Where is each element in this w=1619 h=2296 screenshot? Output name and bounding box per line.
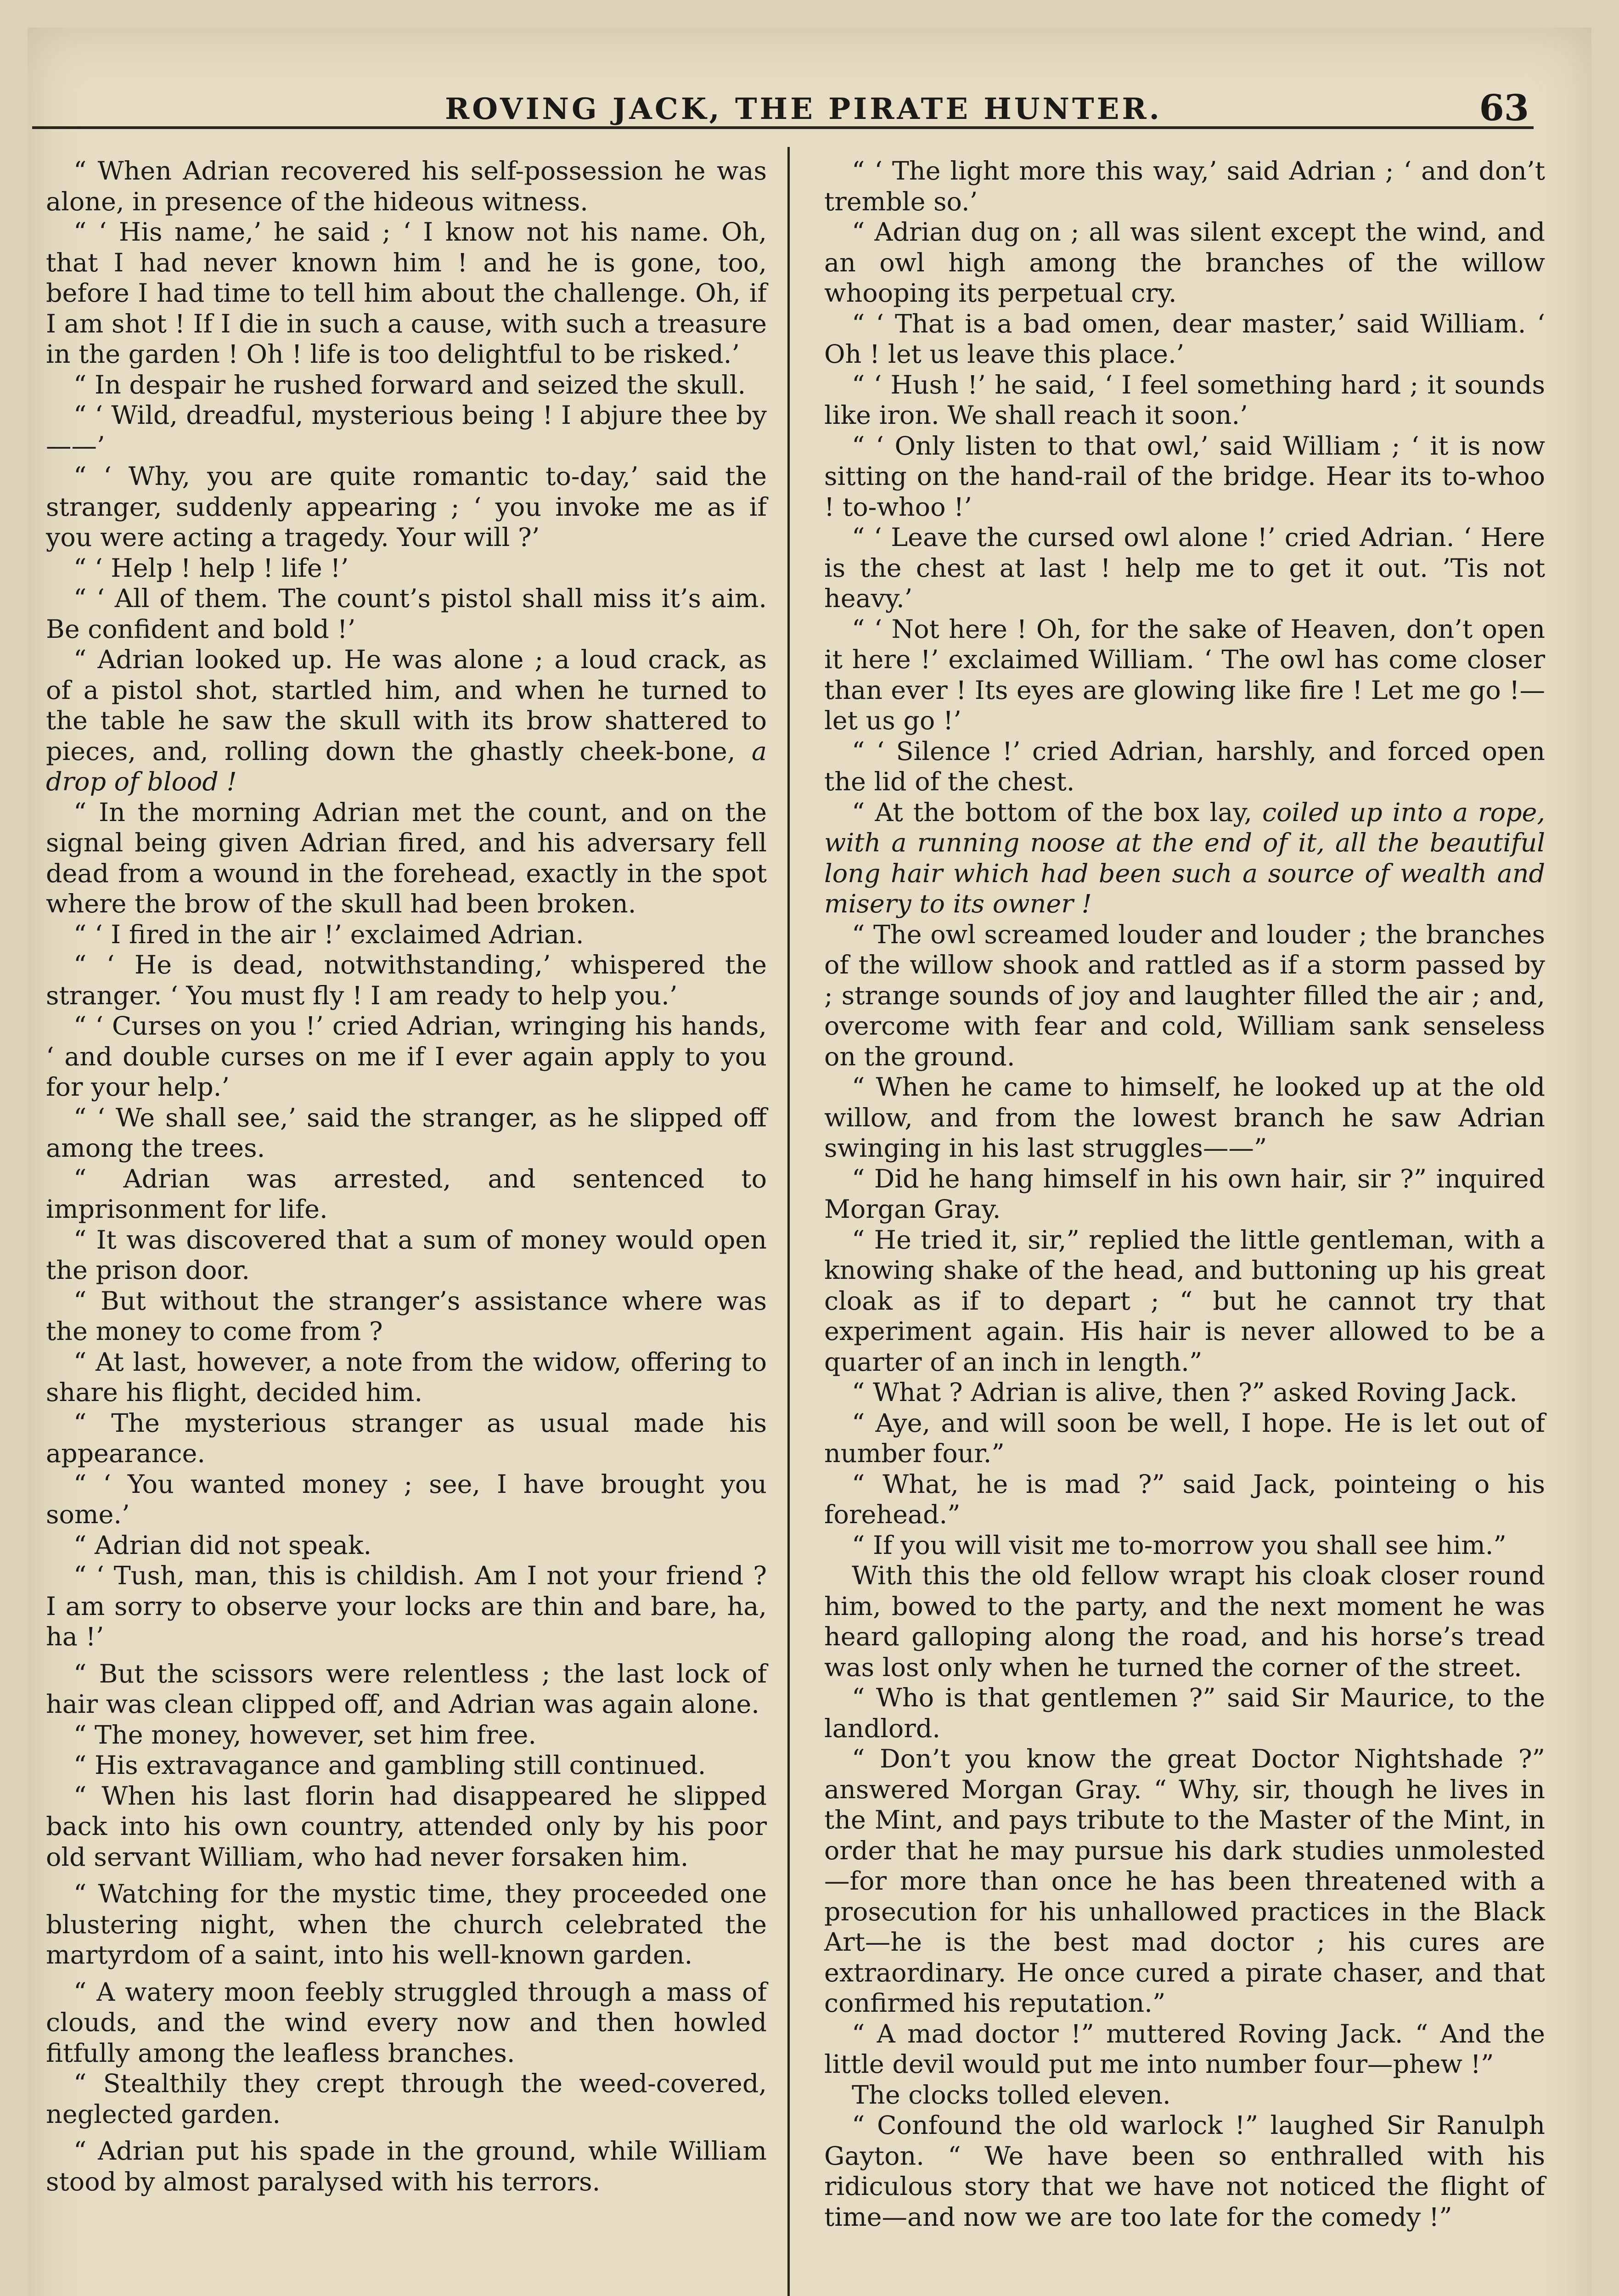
italic-phrase: a drop of blood ! — [46, 736, 767, 797]
paragraph: “ Watching for the mystic time, they proceeded one blustering night, when the church celebrated the martyrdom of a saint, into his well-known garden. — [46, 1879, 767, 1970]
paragraph: “ ‘ Only listen to that owl,’ said William ; ‘ it is now sitting on the hand-rail of the bridge. Hear its to-whoo ! to-whoo !’ — [824, 431, 1545, 522]
paragraph: “ ‘ Wild, dreadful, mysterious being ! I abjure thee by——’ — [46, 400, 767, 461]
paragraph: “ Confound the old warlock !” laughed Sir Ranulph Gayton. “ We have been so enthralled with his ridiculous story that we have not noticed the flight of time—and now we are too late for the comedy !” — [824, 2110, 1545, 2232]
paragraph: “ The mysterious stranger as usual made his appearance. — [46, 1408, 767, 1469]
paragraph: “ ‘ You wanted money ; see, I have brought you some.’ — [46, 1469, 767, 1530]
paragraph: “ His extravagance and gambling still continued. — [73, 1750, 706, 1780]
paragraph: With this the old fellow wrapt his cloak closer round him, bowed to the party, and the next moment he was heard galloping along the road, and his horse’s tread was lost only when he turned the corner of the street. — [824, 1561, 1545, 1683]
paragraph: “ Don’t you know the great Doctor Nightshade ?” answered Morgan Gray. “ Why, sir, though he lives in the Mint, and pays tribute to the Master of the Mint, in order that he may pursue his dark studies unmolested—for more than once he has been threatened with a prosecution for his unhallowed practices in the Black Art—he is the best mad doctor ; his cures are extraordinary. He once cured a pirate chaser, and that confirmed his reputation.” — [824, 1744, 1545, 2018]
paragraph: “ He tried it, sir,” replied the little gentleman, with a knowing shake of the head, and buttoning up his great cloak as if to depart ; “ but he cannot try that experiment again. His hair is never allowed to be a quarter of an inch in length.” — [824, 1225, 1545, 1377]
paragraph: “ Stealthily they crept through the weed-covered, neglected garden. — [46, 2069, 767, 2129]
paragraph: “ ‘ Not here ! Oh, for the sake of Heaven, don’t open it here !’ exclaimed William. ‘ The owl has come closer than ever ! Its eyes are glowing like fire ! Let me go !—let us go !’ — [824, 614, 1545, 736]
left-column — [46, 156, 767, 2197]
paragraph: “ ‘ Help ! help ! life !’ — [73, 553, 349, 583]
paragraph: “ A watery moon feebly struggled through a mass of clouds, and the wind every now and then howled fitfully among the leafless branches. — [46, 1977, 767, 2068]
paragraph: “ ‘ Leave the cursed owl alone !’ cried Adrian. ‘ Here is the chest at last ! help me to get it out. ’Tis not heavy.’ — [824, 523, 1545, 613]
paragraph: “ When he came to himself, he looked up at the old willow, and from the lowest branch he saw Adrian swinging in his last struggles——” — [824, 1072, 1545, 1163]
header-rule — [32, 126, 1534, 129]
paragraph: “ ‘ We shall see,’ said the stranger, as he slipped off among the trees. — [46, 1103, 767, 1163]
italic-phrase: coiled up into a rope, with a running noose at the end of it, all the beautiful long hair which had been such a source of wealth and misery to its owner ! — [824, 797, 1546, 919]
column-divider — [787, 147, 790, 2296]
paragraph: “ A mad doctor !” muttered Roving Jack. “ And the little devil would put me into number four—phew !” — [824, 2019, 1545, 2079]
paragraph: “ But without the stranger’s assistance where was the money to come from ? — [46, 1286, 767, 1346]
paragraph: “ ‘ Tush, man, this is childish. Am I not your friend ? I am sorry to observe your locks are thin and bare, ha, ha !’ — [46, 1561, 767, 1652]
page-header — [60, 78, 1547, 142]
page-number: 63 — [1479, 87, 1529, 129]
paragraph: “ Adrian was arrested, and sentenced to imprisonment for life. — [46, 1164, 767, 1224]
paragraph: “ ‘ Why, you are quite romantic to-day,’ said the stranger, suddenly appearing ; ‘ you invoke me as if you were acting a tragedy. Your will ?’ — [46, 461, 767, 552]
paragraph: “ Aye, and will soon be well, I hope. He is let out of number four.” — [824, 1408, 1545, 1469]
paragraph: “ But the scissors were relentless ; the last lock of hair was clean clipped off, and Adrian was again alone. — [46, 1659, 767, 1719]
paragraph: “ ‘ That is a bad omen, dear master,’ said William. ‘ Oh ! let us leave this place.’ — [824, 309, 1545, 369]
paragraph: “ ‘ Silence !’ cried Adrian, harshly, and forced open the lid of the chest. — [824, 736, 1545, 797]
paragraph: “ In the morning Adrian met the count, and on the signal being given Adrian fired, and his adversary fell dead from a wound in the forehead, exactly in the spot where the brow of the skull had been broken. — [46, 797, 767, 919]
paragraph: “ ‘ The light more this way,’ said Adrian ; ‘ and don’t tremble so.’ — [824, 156, 1545, 217]
paragraph: “ ‘ All of them. The count’s pistol shall miss it’s aim. Be confident and bold !’ — [46, 584, 767, 644]
paragraph: “ ‘ Curses on you !’ cried Adrian, wringing his hands, ‘ and double curses on me if I ever again apply to you for your help.’ — [46, 1011, 767, 1102]
paragraph: “ When Adrian recovered his self-possession he was alone, in presence of the hideous witness. — [46, 156, 767, 217]
paragraph: “ ‘ I fired in the air !’ exclaimed Adrian. — [73, 919, 584, 950]
paragraph: “ ‘ His name,’ he said ; ‘ I know not his name. Oh, that I had never known him ! and he is gone, too, before I had time to tell him about the challenge. Oh, if I am shot ! If I die in such a cause, with such a treasure in the garden ! Oh ! life is too delightful to be risked.’ — [46, 217, 767, 369]
paragraph: “ Adrian did not speak. — [73, 1530, 372, 1560]
paragraph: “ Adrian dug on ; all was silent except the wind, and an owl high among the branches of the willow whooping its perpetual cry. — [824, 217, 1545, 308]
paragraph: “ The owl screamed louder and louder ; the branches of the willow shook and rattled as if a storm passed by ; strange sounds of joy and laughter filled the air ; and, overcome with fear and cold, William sank senseless on the ground. — [824, 919, 1545, 1072]
paragraph: “ Who is that gentlemen ?” said Sir Maurice, to the landlord. — [824, 1683, 1545, 1744]
paragraph: “ When his last florin had disappeared he slipped back into his own country, attended only by his poor old servant William, who had never forsaken him. — [46, 1781, 767, 1872]
paragraph: “ It was discovered that a sum of money would open the prison door. — [46, 1225, 767, 1285]
paragraph: “ At the bottom of the box lay, coiled up into a rope, with a running noose at the end of it, all the beautiful long hair which had been such a source of wealth and misery to its owner ! — [824, 797, 1546, 919]
paragraph: “ Adrian looked up. He was alone ; a loud crack, as of a pistol shot, startled him, and when he turned to the table he saw the skull with its brow shattered to pieces, and, rolling down the ghastly cheek-bone, a drop of blood ! — [46, 645, 767, 797]
paragraph: “ ‘ He is dead, notwithstanding,’ whispered the stranger. ‘ You must fly ! I am ready to help you.’ — [46, 950, 767, 1011]
paragraph: “ If you will visit me to-morrow you shall see him.” — [852, 1530, 1507, 1560]
running-title: ROVING JACK, THE PIRATE HUNTER. — [445, 92, 1162, 126]
paragraph: The clocks tolled eleven. — [852, 2080, 1171, 2110]
paragraph: “ What ? Adrian is alive, then ?” asked Roving Jack. — [852, 1378, 1518, 1407]
paragraph: “ What, he is mad ?” said Jack, pointeing o his forehead.” — [824, 1469, 1545, 1530]
paragraph: “ Did he hang himself in his own hair, sir ?” inquired Morgan Gray. — [824, 1164, 1545, 1224]
paragraph: “ ‘ Hush !’ he said, ‘ I feel something hard ; it sounds like iron. We shall reach it soon.’ — [824, 370, 1545, 430]
paragraph: “ In despair he rushed forward and seized the skull. — [73, 370, 746, 400]
paragraph: “ Adrian put his spade in the ground, while William stood by almost paralysed with his terrors. — [46, 2136, 767, 2197]
paragraph: “ The money, however, set him free. — [73, 1720, 537, 1750]
right-column — [824, 156, 1545, 2233]
paragraph: “ At last, however, a note from the widow, offering to share his flight, decided him. — [46, 1347, 767, 1407]
